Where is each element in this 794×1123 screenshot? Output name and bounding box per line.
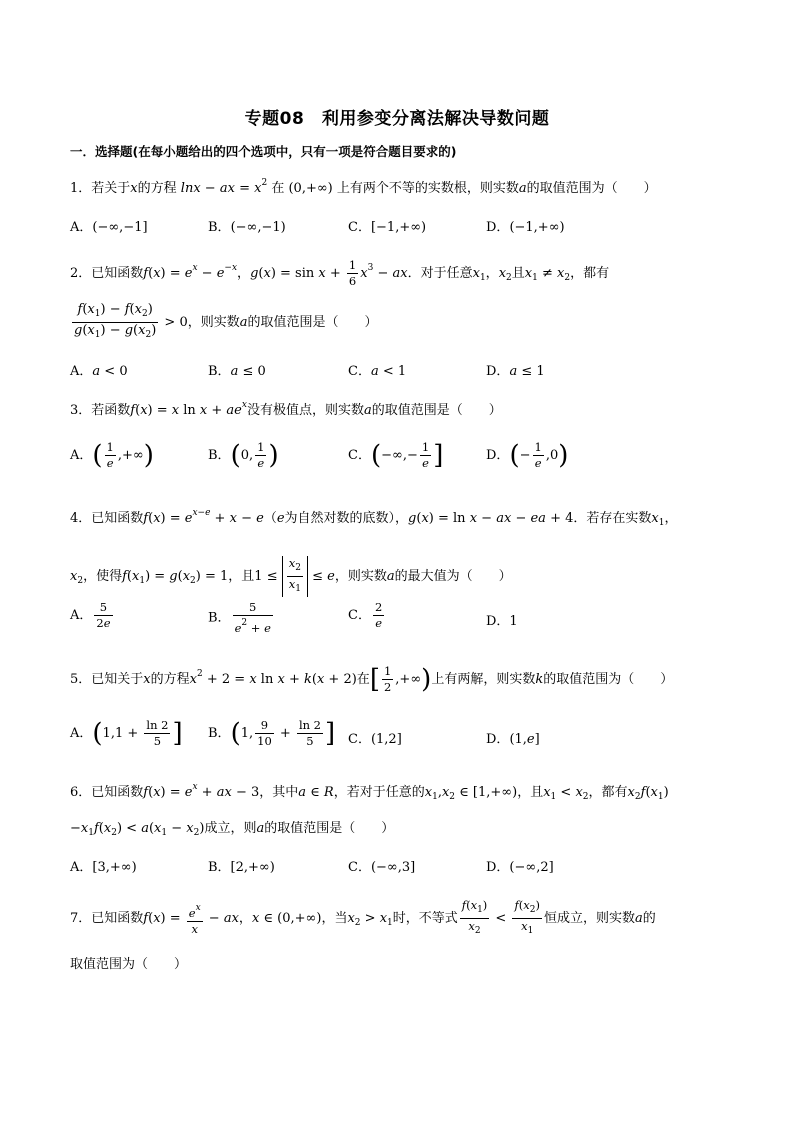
choice-d[interactable]: D．(−1,+∞) (486, 220, 565, 235)
question-2-cont: $\frac{f(x_1) - f(x_2)}{g(x_1) - g(x_2)}$ > 0，则实数a的取值范围是（ ） (74, 302, 378, 340)
page-title: 专题08 利用参变分离法解决导数问题 (244, 109, 550, 129)
choice-d[interactable]: D．(1,e] (486, 732, 540, 747)
question-6-choices (70, 856, 730, 876)
question-2-choices (70, 360, 730, 380)
choice-d[interactable]: D．1 (486, 614, 518, 629)
choice-c[interactable]: C． $\frac{2}{e}$ (348, 600, 383, 630)
choice-a[interactable]: A．(1,1 + $\frac{\ln 2}{5}$ ] (70, 718, 183, 749)
choice-b[interactable]: B．(0, $\frac{1}{e}$ ) (208, 440, 279, 471)
question-4: 4．已知函数$f(x) = e^{x-e} + x - e(e$为自然对数的底数），g(x) = ln x − ax − ea + 4．若存在实数$x_1$， (70, 508, 678, 528)
choice-d[interactable]: D．a ≤ 1 (486, 364, 545, 379)
choice-c[interactable]: C．(−∞,3] (348, 860, 416, 875)
choice-b[interactable]: B．[2,+∞) (208, 860, 275, 875)
choice-b[interactable]: B．(−∞,−1) (208, 220, 286, 235)
choice-a[interactable]: A．a < 0 (70, 364, 128, 379)
question-4-cont: $x_2$，使得$f(x_1) = g(x_2) = 1$，且1 ≤ $\frac{x_2}{x_1}$ ≤ e，则实数a的最大值为（ ） (70, 556, 512, 597)
question-3-choices (70, 440, 730, 480)
section-heading: 一．选择题(在每小题给出的四个选项中，只有一项是符合题目要求的) (70, 144, 457, 159)
choice-a[interactable]: A． $\frac{5}{2e}$ (70, 600, 111, 630)
question-1-choices (70, 216, 730, 236)
choice-b[interactable]: B．(1, $\frac{9}{10}$ + $\frac{\ln 2}{5}$ ] (208, 718, 336, 749)
question-4-choices (70, 600, 730, 640)
question-7: 7．已知函数f(x) = $\frac{e^x}{x}$ − ax，x ∈ (0,+∞)，当$x_2 > x_1$时，不等式 $\frac{f(x_1)}{x_2}$ < $\frac{f(x_2)}{x_1}$ 恒成立，则实数a的 (70, 898, 656, 936)
choice-d[interactable]: D．(−∞,2] (486, 860, 554, 875)
question-6-cont: $-x_1f(x_2) < a(x_1 - x_2)$成立，则a的取值范围是（ ） (70, 821, 395, 838)
choice-a[interactable]: A．( $\frac{1}{e}$ ,+∞) (70, 440, 154, 471)
question-2: 2．已知函数$f(x) = e^x - e^{-x}$，g(x) = sin x + $\frac{1}{6}$ $x^3$ − ax．对于任意$x_1$，$x_2$且$x_1 \ne x_2$，都有 (70, 258, 610, 288)
choice-b[interactable]: B．a ≤ 0 (208, 364, 266, 379)
choice-d[interactable]: D．(− $\frac{1}{e}$ ,0) (486, 440, 569, 471)
choice-c[interactable]: C．a < 1 (348, 364, 407, 379)
question-3: 3．若函数f(x) = x $\ln x + ae^x$没有极值点，则实数a的取值范围是（ ） (70, 400, 502, 418)
choice-b[interactable]: B． $\frac{5}{e^2 + e}$ (208, 600, 271, 635)
question-6: 6．已知函数$f(x) = e^x$ + ax − 3，其中a ∈ R，若对于任意的$x_1,x_2$ ∈ [1,+∞)，且$x_1 < x_2$，都有$x_2f(x_1)$ (70, 782, 669, 802)
choice-a[interactable]: A．[3,+∞) (70, 860, 137, 875)
choice-c[interactable]: C．[−1,+∞) (348, 220, 427, 235)
question-7-cont: 取值范围为（ ） (70, 957, 188, 972)
choice-c[interactable]: C．(1,2] (348, 732, 402, 747)
question-1: 1．若关于x的方程 lnx − ax = $x^2$ 在 (0,+∞) 上有两个不等的实数根，则实数a的取值范围为（ ） (70, 178, 657, 196)
choice-a[interactable]: A．(−∞,−1] (70, 220, 148, 235)
choice-c[interactable]: C．(−∞,− $\frac{1}{e}$ ] (348, 440, 444, 471)
question-5-choices (70, 718, 730, 758)
question-5: 5．已知关于x的方程$x^2 + 2 = x$ ln x + k(x + 2)在[ $\frac{1}{2}$ ,+∞)上有两解，则实数k的取值范围为（ ） (70, 664, 674, 695)
